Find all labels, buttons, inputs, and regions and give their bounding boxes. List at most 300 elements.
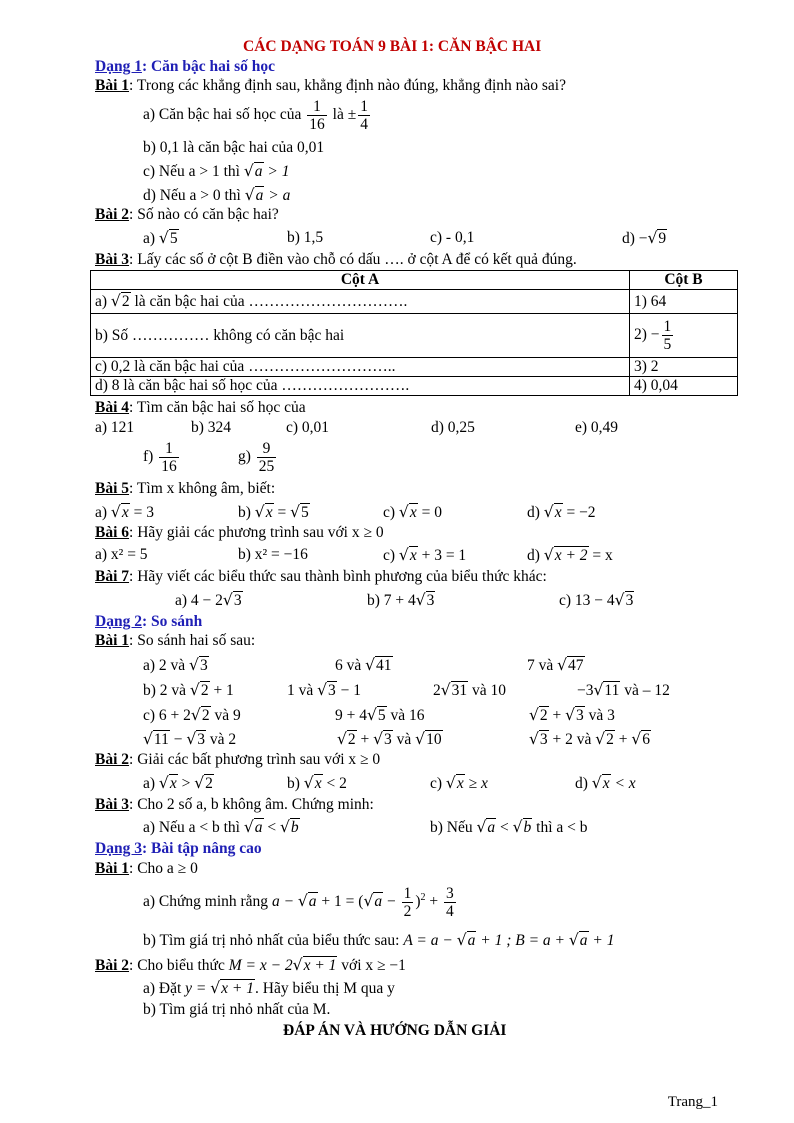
item-text: a) [95, 504, 108, 521]
item-text: + [425, 893, 443, 911]
cell-text: là căn bậc hai của …………………………. [130, 293, 408, 310]
radicand: 31 [451, 682, 468, 699]
item-a [95, 503, 154, 522]
column-header-a: Cột A [91, 271, 630, 290]
sqrt-expr: √31 [440, 681, 468, 699]
item-c: c) - 0,1 [430, 229, 475, 246]
radicand: 10 [426, 731, 442, 748]
exercise-label: Bài 1 [95, 860, 130, 877]
item-text: a) [143, 775, 156, 792]
section-label: Dạng 1 [95, 58, 142, 75]
item-text: a − [271, 893, 298, 911]
sqrt-expr: √3 [565, 706, 584, 724]
item-text: b) [238, 504, 251, 521]
item-text: thì a < b [532, 819, 588, 836]
item-text: d) [527, 547, 540, 564]
radicand: x [265, 504, 273, 521]
compare-item [337, 730, 443, 749]
compare-item [143, 706, 241, 725]
denominator: 25 [258, 458, 275, 475]
exercise-5-heading [95, 480, 275, 498]
item-text: d) Nếu a > 0 thì [143, 187, 241, 204]
section-title: : Bài tập nâng cao [141, 840, 262, 857]
compare-item [529, 706, 615, 725]
radicand: 2 [121, 293, 130, 310]
fraction [358, 98, 370, 133]
item-text: 9 + 4 [335, 707, 367, 724]
radicand: 3 [576, 707, 584, 724]
item-b: b) Tìm giá trị nhỏ nhất của M. [143, 1001, 331, 1018]
sqrt-expr: √x [398, 503, 417, 521]
item-text: 6 và [335, 657, 362, 674]
exercise-text: : Tìm căn bậc hai số học của [129, 399, 306, 416]
radicand: 9 [658, 230, 667, 247]
exercise-label: Bài 2 [95, 957, 130, 974]
exercise-3-heading [95, 796, 374, 814]
radicand: a [308, 893, 317, 911]
radicand: 11 [604, 682, 620, 699]
sqrt-expr: √11 [593, 681, 620, 699]
radicand: b [523, 819, 532, 836]
radicand: x [314, 775, 322, 792]
exercise-label: Bài 3 [95, 796, 130, 813]
section-label: Dạng 3 [95, 840, 142, 857]
item-a [143, 229, 179, 248]
exercise-text: : Hãy giải các phương trình sau với x ≥ 0 [129, 524, 384, 541]
compare-item [335, 656, 393, 675]
radicand: a [374, 893, 383, 911]
item-c [430, 774, 488, 793]
sqrt-expr: √5 [158, 229, 178, 247]
item-b [430, 818, 588, 837]
item-a [143, 979, 395, 998]
sqrt-expr: √a [243, 162, 263, 180]
item-text: + [356, 731, 374, 748]
radicand: 3 [625, 592, 634, 609]
item-a [143, 98, 372, 133]
cell-text: a) [95, 293, 108, 310]
radicand: 3 [199, 657, 208, 674]
fraction [159, 440, 179, 475]
sqrt-expr: √a [568, 931, 588, 949]
radicand: 11 [153, 731, 169, 748]
item-text: + [548, 707, 566, 724]
radicand: 3 [384, 731, 392, 748]
item-d [527, 546, 613, 565]
radicand: 5 [169, 230, 178, 247]
item-text: c) 13 − 4 [559, 592, 615, 609]
sqrt-expr: √6 [631, 730, 651, 748]
item-b: b) 1,5 [287, 229, 324, 246]
radicand: 5 [377, 707, 386, 724]
exercise-text: : Cho 2 số a, b không âm. Chứng minh: [129, 796, 374, 813]
item-d [527, 503, 596, 522]
exercise-text: : Giải các bất phương trình sau với x ≥ 0 [129, 751, 381, 768]
sqrt-expr: √2 [595, 730, 614, 748]
sqrt-expr: √3 [415, 591, 435, 609]
item-c [383, 546, 466, 565]
radicand: 3 [328, 682, 336, 699]
table-cell: 3) 2 [630, 358, 738, 377]
matching-table [90, 270, 738, 396]
sqrt-expr: √3 [317, 681, 336, 699]
exercise-7-heading [95, 568, 547, 586]
item-text: và 16 [386, 707, 425, 724]
item-text: − [383, 893, 400, 911]
sqrt-expr: √x [254, 503, 273, 521]
item-text: b) Nếu [430, 819, 473, 836]
item-text: < [263, 819, 280, 836]
answer-heading: ĐÁP ÁN VÀ HƯỚNG DẪN GIẢI [283, 1022, 507, 1039]
compare-item [529, 730, 651, 749]
exercise-2-heading [95, 751, 380, 769]
item-text: M = x − 2 [228, 957, 293, 974]
item-text: y = [185, 980, 211, 997]
cell-text: 2) − [634, 326, 660, 344]
radicand: x [456, 775, 464, 792]
item-b [143, 931, 614, 950]
item-c [383, 503, 442, 522]
radicand: x [409, 504, 417, 521]
sqrt-expr: √a [244, 186, 264, 204]
numerator: 1 [360, 98, 368, 115]
item-text: a) Chứng minh rằng [143, 893, 269, 911]
denominator: 4 [446, 903, 454, 920]
item-text: b) 7 + 4 [367, 592, 416, 609]
item-text: + 3 = 1 [417, 547, 467, 564]
item-text: + 1 ; B = a + [476, 932, 569, 949]
exercise-text: : Lấy các số ở cột B điền vào chỗ có dấu …. ở cột A để có kết quả đúng. [129, 251, 577, 268]
table-cell: c) 0,2 là căn bậc hai của ……………………….. [91, 358, 630, 377]
radicand: 2 [201, 707, 210, 724]
radicand: x [169, 775, 177, 792]
item-text: + [614, 731, 632, 748]
fraction [307, 98, 327, 133]
item-text: > [177, 775, 195, 792]
compare-item [433, 681, 506, 700]
sqrt-expr: √2 [110, 292, 130, 310]
item-text: 1 và [287, 682, 314, 699]
item-text: d) − [622, 230, 648, 247]
numerator: 1 [403, 885, 412, 902]
item-text: a) Đặt [143, 980, 182, 997]
sqrt-expr: √10 [415, 730, 442, 748]
radicand: x + 2 [554, 547, 588, 564]
sqrt-expr: √b [280, 818, 299, 836]
item-b: b) x² = −16 [238, 546, 308, 563]
sqrt-expr: √9 [647, 229, 667, 247]
item-text: a) [143, 230, 156, 247]
item-a [143, 774, 214, 793]
item-a: a) 121 [95, 419, 135, 436]
exercise-text: với x ≥ −1 [337, 957, 406, 974]
item-f [143, 440, 181, 475]
sqrt-expr: √x [158, 774, 177, 792]
table-row [91, 290, 738, 314]
exercise-2-heading [95, 956, 406, 975]
item-text: = [273, 504, 291, 521]
item-g [238, 440, 278, 475]
item-text: −3 [577, 682, 594, 699]
sqrt-expr: √11 [143, 730, 169, 748]
exercise-1-heading [95, 77, 566, 95]
item-text: < x [610, 775, 636, 792]
radicand: 3 [197, 731, 205, 748]
sqrt-expr: √x + 1 [210, 979, 254, 997]
numerator: 1 [663, 318, 672, 335]
item-a [143, 885, 458, 920]
radicand: 41 [376, 657, 392, 674]
radicand: x + 1 [303, 957, 337, 974]
table-header-row [91, 271, 738, 290]
item-text: − 1 [336, 682, 362, 699]
section-label: Dạng 2 [95, 613, 142, 630]
item-text: + 1 [209, 682, 234, 699]
section-title: : Căn bậc hai số học [141, 58, 276, 75]
item-text: a) 4 − 2 [175, 592, 223, 609]
item-a [175, 591, 243, 610]
table-cell: d) 8 là căn bậc hai số học của ……………………. [91, 377, 630, 396]
radicand: a [579, 932, 588, 949]
item-text: c) 6 + 2 [143, 707, 191, 724]
compare-item [143, 730, 236, 749]
item-text: . Hãy biểu thị M qua y [255, 980, 395, 997]
numerator: 3 [446, 885, 454, 902]
section-heading-3 [95, 840, 262, 858]
sqrt-expr: √47 [557, 656, 584, 674]
exercise-2-heading [95, 206, 279, 224]
sqrt-expr: √5 [367, 706, 386, 724]
sqrt-expr: √5 [290, 503, 309, 521]
denominator: 2 [403, 903, 412, 920]
radicand: 47 [568, 657, 584, 674]
exercise-label: Bài 6 [95, 524, 130, 541]
radicand: a [467, 932, 476, 949]
sqrt-expr: √3 [189, 656, 208, 674]
radicand: 6 [642, 731, 651, 748]
sqrt-expr: √x [398, 546, 417, 564]
item-text: < 2 [322, 775, 347, 792]
compare-item [287, 681, 361, 700]
exercise-label: Bài 3 [95, 251, 130, 268]
item-text: 7 và [527, 657, 554, 674]
item-b: b) 0,1 là căn bậc hai của 0,01 [143, 139, 325, 156]
item-text: a) 2 và [143, 657, 186, 674]
fraction [444, 885, 456, 920]
item-text: > a [264, 187, 291, 204]
sqrt-expr: √2 [337, 730, 356, 748]
section-heading-2 [95, 613, 202, 631]
item-text: = 3 [129, 504, 154, 521]
compare-item [577, 681, 670, 700]
table-row [91, 377, 738, 396]
item-text: A = a − [403, 932, 457, 949]
sqrt-expr: √b [512, 818, 532, 836]
sqrt-expr: √x [303, 774, 322, 792]
radicand: 3 [233, 592, 242, 609]
radicand: x [409, 547, 417, 564]
compare-item [143, 656, 209, 675]
page-title: CÁC DẠNG TOÁN 9 BÀI 1: CĂN BẬC HAI [243, 38, 542, 55]
item-text: c) [383, 547, 396, 564]
sqrt-expr: √2 [529, 706, 548, 724]
table-cell: 4) 0,04 [630, 377, 738, 396]
table-cell: b) Số …………… không có căn bậc hai [91, 314, 630, 358]
item-b [367, 591, 435, 610]
exercise-text: : Trong các khẳng định sau, khẳng định nào đúng, khẳng định nào sai? [129, 77, 566, 94]
radicand: a [487, 819, 496, 836]
exponent: 2 [420, 891, 426, 903]
sqrt-expr: √2 [190, 706, 210, 724]
item-text: và 9 [210, 707, 241, 724]
item-text: + 2 và [548, 731, 596, 748]
sqrt-expr: √a [363, 892, 383, 911]
radicand: a [254, 819, 263, 836]
item-text: a) Căn bậc hai số học của [143, 106, 302, 124]
column-header-b: Cột B [630, 271, 738, 290]
radicand: x [602, 775, 610, 792]
denominator: 16 [309, 116, 325, 133]
section-heading-1 [95, 58, 275, 76]
numerator: 1 [307, 98, 327, 116]
item-d [143, 186, 290, 205]
item-text: 2 [433, 682, 441, 699]
item-b: b) 324 [191, 419, 232, 436]
radicand: x + 1 [221, 980, 254, 997]
sqrt-expr: √x [543, 503, 562, 521]
item-text: + 1 = ( [317, 893, 364, 911]
sqrt-expr: √a [476, 818, 496, 836]
sqrt-expr: √x [591, 774, 610, 792]
item-text: < [496, 819, 513, 836]
item-text: > 1 [263, 163, 290, 180]
radicand: a [254, 163, 263, 180]
item-text: = −2 [562, 504, 596, 521]
sqrt-expr: √3 [614, 591, 634, 609]
fraction [402, 885, 414, 920]
table-cell: 1) 64 [630, 290, 738, 314]
exercise-label: Bài 2 [95, 751, 130, 768]
compare-item [143, 681, 234, 700]
item-b [287, 774, 347, 793]
radicand: a [255, 187, 264, 204]
item-text: và [392, 731, 416, 748]
exercise-label: Bài 4 [95, 399, 130, 416]
exercise-label: Bài 2 [95, 206, 130, 223]
exercise-text: : So sánh hai số sau: [129, 632, 256, 649]
item-text: c) [383, 504, 396, 521]
radicand: 3 [539, 731, 548, 748]
exercise-4-heading [95, 399, 306, 417]
sqrt-expr: √a [456, 931, 476, 949]
item-text: + 1 [588, 932, 615, 949]
section-title: : So sánh [141, 613, 203, 630]
item-d [575, 774, 636, 793]
item-d: d) 0,25 [431, 419, 475, 436]
exercise-label: Bài 1 [95, 77, 130, 94]
item-text: là ± [332, 106, 357, 124]
item-text: và 3 [584, 707, 615, 724]
exercise-text: : Số nào có căn bậc hai? [129, 206, 279, 223]
item-text: g) [238, 448, 251, 466]
compare-item [527, 656, 585, 675]
item-d [622, 229, 667, 248]
item-c [143, 162, 289, 181]
item-text: c) Nếu a > 1 thì [143, 163, 240, 180]
item-text: b) [287, 775, 300, 792]
exercise-label: Bài 5 [95, 480, 130, 497]
item-text: và 10 [468, 682, 507, 699]
item-a [143, 818, 300, 837]
fraction [257, 440, 277, 475]
item-text: d) [527, 504, 540, 521]
table-row [91, 314, 738, 358]
item-e: e) 0,49 [575, 419, 619, 436]
denominator: 5 [663, 336, 672, 353]
page-number: Trang_1 [667, 1094, 718, 1110]
sqrt-expr: √2 [189, 681, 209, 699]
radicand: x [554, 504, 562, 521]
item-text: f) [143, 448, 154, 466]
item-text: và 2 [205, 731, 237, 748]
radicand: x [121, 504, 129, 521]
exercise-text: : Tìm x không âm, biết: [129, 480, 276, 497]
exercise-text: : Cho a ≥ 0 [129, 860, 198, 877]
item-text: = 0 [417, 504, 442, 521]
exercise-1-heading [95, 632, 255, 650]
sqrt-expr: √x + 2 [543, 546, 588, 564]
exercise-3-heading [95, 251, 577, 269]
item-text: c) [430, 775, 443, 792]
sqrt-expr: √x [110, 503, 129, 521]
item-c [559, 591, 634, 610]
numerator: 1 [159, 440, 179, 458]
radicand: 5 [300, 504, 309, 521]
radicand: 2 [539, 707, 548, 724]
exercise-1-heading [95, 860, 198, 878]
sqrt-expr: √a [297, 892, 317, 911]
item-text: ≥ x [464, 775, 488, 792]
radicand: 2 [205, 775, 213, 792]
exercise-label: Bài 1 [95, 632, 130, 649]
table-cell [91, 290, 630, 314]
sqrt-expr: √3 [222, 591, 242, 609]
fraction [662, 318, 674, 353]
sqrt-expr: √41 [365, 656, 392, 674]
exercise-text: : Cho biểu thức [129, 957, 225, 974]
item-text: b) Tìm giá trị nhỏ nhất của biểu thức sau: [143, 932, 400, 949]
item-text: a) Nếu a < b thì [143, 819, 240, 836]
sqrt-expr: √2 [194, 774, 213, 792]
table-row [91, 358, 738, 377]
item-text: d) [575, 775, 588, 792]
item-b [238, 503, 310, 522]
compare-item [335, 706, 425, 725]
item-text: = x [588, 547, 613, 564]
sqrt-expr: √x [445, 774, 464, 792]
radicand: 3 [426, 592, 435, 609]
item-text: và – 12 [620, 682, 670, 699]
numerator: 9 [257, 440, 277, 458]
sqrt-expr: √3 [186, 730, 205, 748]
denominator: 16 [161, 458, 177, 475]
item-c: c) 0,01 [286, 419, 330, 436]
radicand: 2 [200, 682, 209, 699]
sqrt-expr: √3 [529, 730, 548, 748]
table-cell [630, 314, 738, 358]
radicand: b [290, 819, 299, 836]
item-text: − [169, 731, 187, 748]
